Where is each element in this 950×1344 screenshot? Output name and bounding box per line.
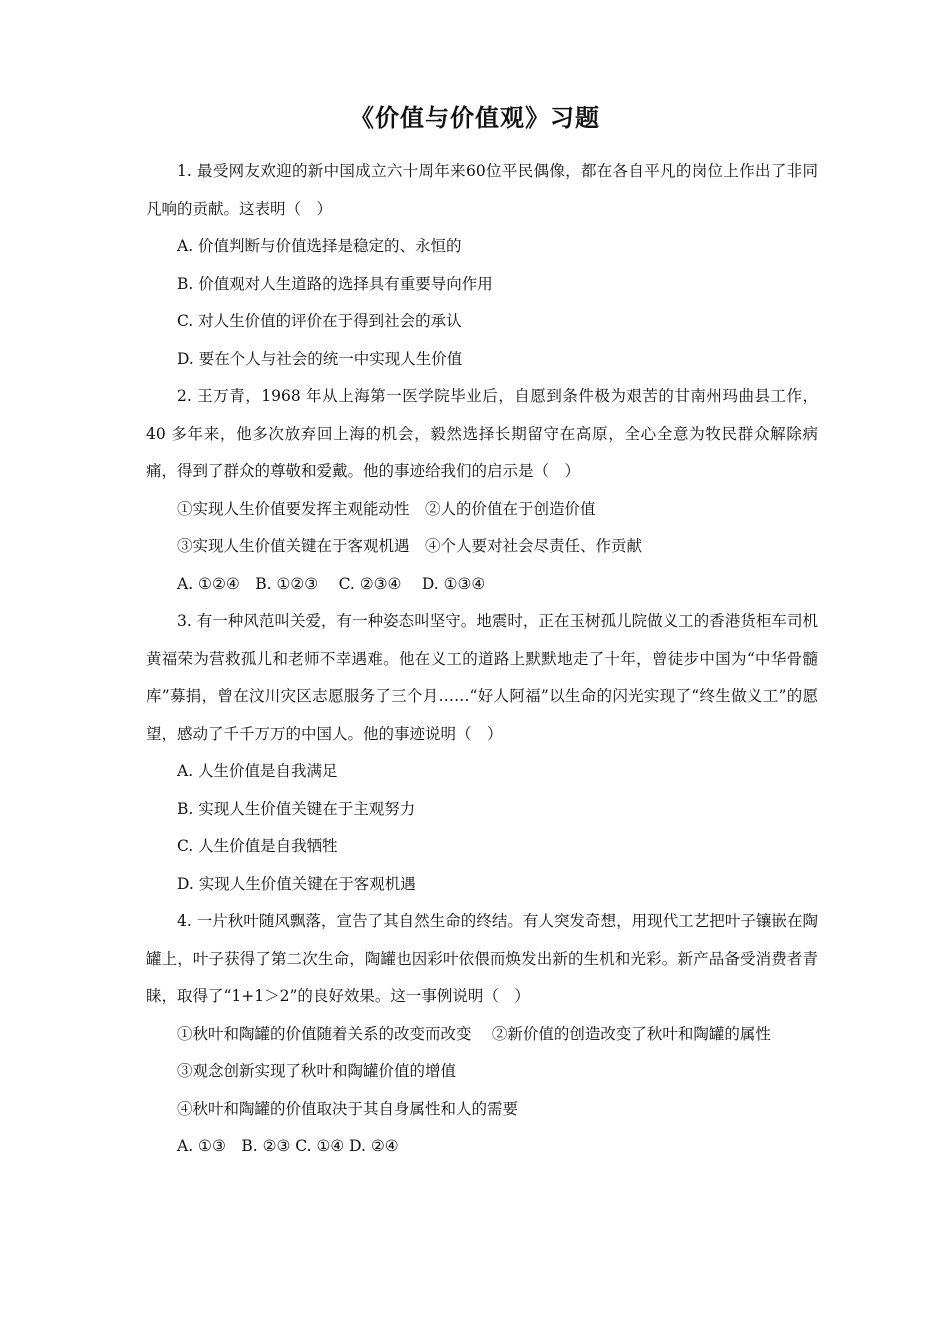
question-2-answers: A. ①②④ B. ①②③ C. ②③④ D. ①③④	[177, 574, 486, 593]
question-2-stem: 2. 王万青，1968 年从上海第一医学院毕业后，自愿到条件极为艰苦的甘南州玛曲县工作，40 多年来，他多次放弃回上海的机会，毅然选择长期留守在高原，全心全意为牧民群众解除病痛，得到了群众的尊敬和爱戴。他的事迹给我们的启示是（ ）	[146, 387, 818, 480]
question-4-statements-3: ④秋叶和陶罐的价值取决于其自身属性和人的需要	[177, 1099, 519, 1118]
question-4-statements-2: ③观念创新实现了秋叶和陶罐价值的增值	[177, 1062, 457, 1080]
question-3-option-a: A. 人生价值是自我满足	[177, 762, 338, 780]
question-4-answers: A. ①③ B. ②③ C. ①④ D. ②④	[177, 1137, 399, 1155]
page-title: 《价值与价值观》习题	[350, 104, 600, 132]
question-list	[146, 153, 818, 1166]
question-3-option-d: D. 实现人生价值关键在于客观机遇	[177, 874, 416, 893]
question-3-stem: 3. 有一种风范叫关爱，有一种姿态叫坚守。地震时，正在玉树孤儿院做义工的香港货柜车司机黄福荣为营救孤儿和老师不幸遇难。他在义工的道路上默默地走了十年，曾徒步中国为“中华骨髓库”募捐，曾在汶川灾区志愿服务了三个月……“好人阿福”以生命的闪光实现了“终生做义工”的愿望，感动了千千万万的中国人。他的事迹说明（ ）	[146, 612, 818, 743]
question-1-option-d: D. 要在个人与社会的统一中实现人生价值	[177, 349, 463, 368]
question-2-statements-1: ①实现人生价值要发挥主观能动性 ②人的价值在于创造价值	[177, 499, 596, 518]
question-1-option-a: A. 价值判断与价值选择是稳定的、永恒的	[177, 237, 462, 255]
question-3-option-b: B. 实现人生价值关键在于主观努力	[177, 799, 416, 818]
question-1-option-c: C. 对人生价值的评价在于得到社会的承认	[177, 312, 462, 330]
question-1-stem: 1. 最受网友欢迎的新中国成立六十周年来60位平民偶像，都在各自平凡的岗位上作出了非同凡响的贡献。这表明（ ）	[146, 162, 818, 218]
question-3-option-c: C. 人生价值是自我牺牲	[177, 837, 338, 855]
question-4-stem: 4. 一片秋叶随风飘落，宣告了其自然生命的终结。有人突发奇想，用现代工艺把叶子镶嵌在陶罐上，叶子获得了第二次生命，陶罐也因彩叶依偎而焕发出新的生机和光彩。新产品备受消费者青睐，取得了“1+1＞2”的良好效果。这一事例说明（ ）	[146, 912, 818, 1005]
question-2-statements-2: ③实现人生价值关键在于客观机遇 ④个人要对社会尽责任、作贡献	[177, 537, 643, 555]
question-1-option-b: B. 价值观对人生道路的选择具有重要导向作用	[177, 274, 493, 293]
question-4-statements-1: ①秋叶和陶罐的价值随着关系的改变而改变 ②新价值的创造改变了秋叶和陶罐的属性	[177, 1024, 771, 1043]
